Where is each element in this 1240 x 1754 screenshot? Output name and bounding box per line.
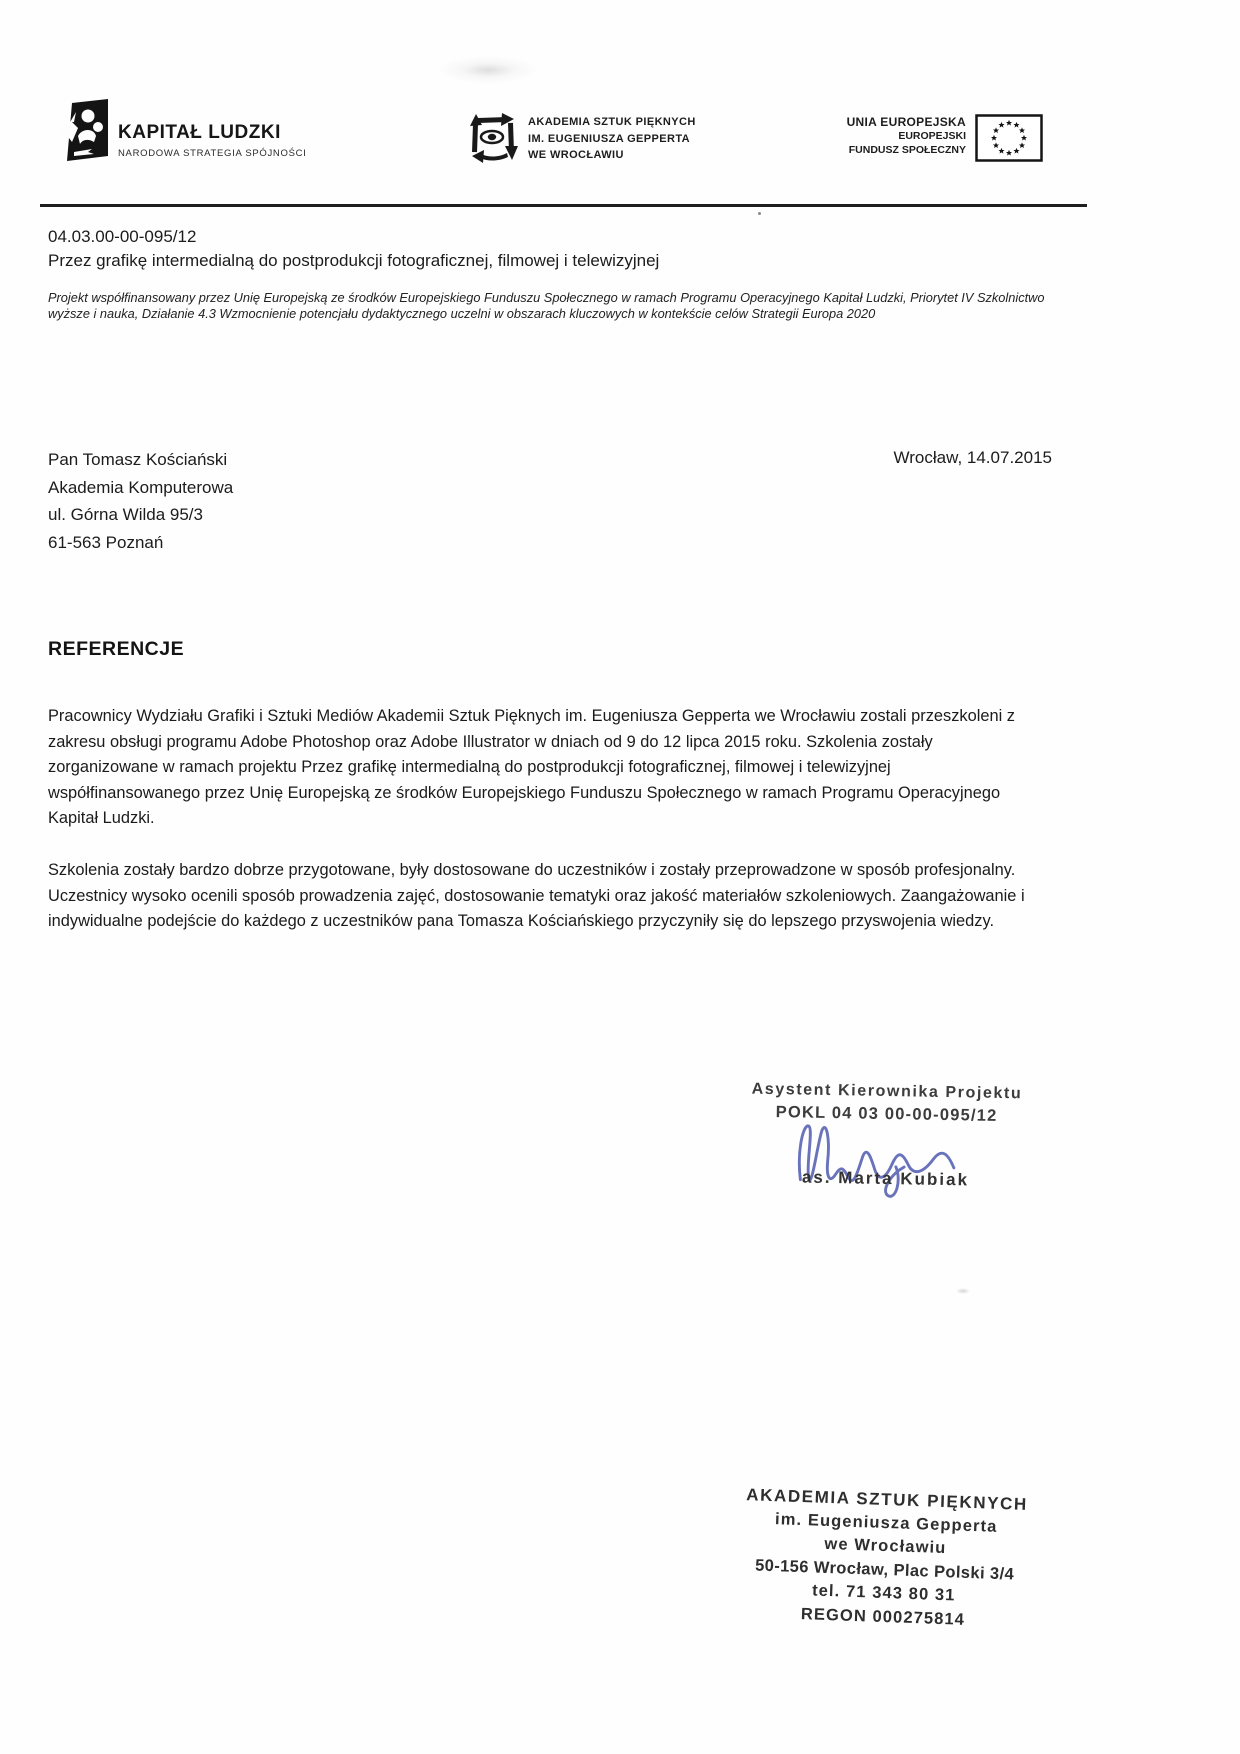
- kapital-ludzki-logo-icon: [58, 96, 110, 169]
- eu-line-3: FUNDUSZ SPOŁECZNY: [848, 144, 966, 156]
- recipient-street: ul. Górna Wilda 95/3: [48, 505, 203, 524]
- recipient-city: 61-563 Poznań: [48, 532, 164, 552]
- stamp-institution: AKADEMIA SZTUK PIĘKNYCH: [745, 1485, 1029, 1514]
- kapital-ludzki-wordmark: [118, 122, 307, 159]
- stamp-phone: tel. 71 343 80 31: [811, 1581, 956, 1605]
- recipient-company: Akademia Komputerowa: [48, 477, 234, 497]
- body-paragraph-1: Pracownicy Wydziału Grafiki i Sztuki Mediów Akademii Sztuk Pięknych im. Eugeniusza Gepperta we Wrocławiu zostali przeszkoleni z zakresu obsługi programu Adobe Photoshop oraz Adobe Illustrator w dniach od 9 do 12 lipca 2015 roku. Szkolenia zostały zorganizowane w ramach projektu Przez grafikę intermedialną do postprodukcji fotograficznej, filmowej i telewizyjnej współfinansowanego przez Unię Europejską ze środków Europejskiego Funduszu Społecznego w ramach Programu Operacyjnego Kapitał Ludzki.: [48, 707, 1015, 828]
- asp-line-3: WE WROCŁAWIU: [528, 149, 624, 161]
- eu-flag-icon: [975, 114, 1043, 167]
- stamp-patron: im. Eugeniusza Gepperta: [774, 1509, 998, 1536]
- stamp-street: 50-156 Wrocław, Plac Polski 3/4: [754, 1556, 1015, 1584]
- stamp-role: Asystent Kierownika Projektu: [751, 1080, 1023, 1103]
- recipient-address: [48, 446, 233, 556]
- asp-logo-icon: [468, 110, 518, 169]
- reference-number: 04.03.00-00-095/12: [48, 227, 197, 246]
- project-title: Przez grafikę intermedialną do postprodukcji fotograficznej, filmowej i telewizyjnej: [48, 251, 660, 270]
- body-paragraph-2: Szkolenia zostały bardzo dobrze przygotowane, były dostosowane do uczestników i zostały przeprowadzone w sposób profesjonalny. Uczestnicy wysoko ocenili sposób prowadzenia zajęć, dostosowanie tematyki oraz jakość materiałów szkoleniowych. Zaangażowanie i indywidualne podejście do każdego z uczestników pana Tomasza Kościańskiego przyczyniły się do lepszego przyswojenia wiedzy.: [48, 861, 1025, 931]
- asp-line-1: AKADEMIA SZTUK PIĘKNYCH: [528, 116, 696, 128]
- stamp-city: we Wrocławiu: [824, 1535, 947, 1558]
- eu-line-2: EUROPEJSKI: [898, 130, 966, 142]
- scan-smudge: [438, 56, 538, 84]
- handwritten-signature: [787, 1115, 964, 1211]
- stamp-project-code: POKL 04 03 00-00-095/12: [775, 1103, 998, 1125]
- eu-wordmark: [788, 115, 966, 157]
- kapital-ludzki-title: KAPITAŁ LUDZKI: [118, 122, 281, 143]
- letter-heading: REFERENCJE: [48, 638, 185, 660]
- scan-speck: [956, 1288, 970, 1294]
- asp-line-2: IM. EUGENIUSZA GEPPERTA: [528, 132, 690, 145]
- asp-wordmark: [528, 114, 696, 164]
- institution-stamp: [733, 1483, 1038, 1635]
- signature-stamp: [699, 1080, 1073, 1216]
- scan-speck: [758, 212, 761, 215]
- kapital-ludzki-subtitle: NARODOWA STRATEGIA SPÓJNOŚCI: [118, 148, 307, 159]
- letter-date: Wrocław, 14.07.2015: [893, 448, 1052, 467]
- funding-note: Projekt współfinansowany przez Unię Europejską ze środków Europejskiego Funduszu Społecznego w ramach Programu Operacyjnego Kapitał Ludzki, Priorytet IV Szkolnictwo wyższe i nauka, Działanie 4.3 Wzmocnienie potencjału dydaktycznego uczelni w obszarach kluczowych w kontekście celów Strategii Europa 2020: [48, 290, 1045, 321]
- recipient-name: Pan Tomasz Kościański: [48, 450, 228, 469]
- stamp-signer-name: as. Marta Kubiak: [801, 1167, 970, 1190]
- eu-line-1: UNIA EUROPEJSKA: [846, 115, 966, 129]
- stamp-regon: REGON 000275814: [800, 1605, 966, 1629]
- header-divider: [40, 204, 1087, 207]
